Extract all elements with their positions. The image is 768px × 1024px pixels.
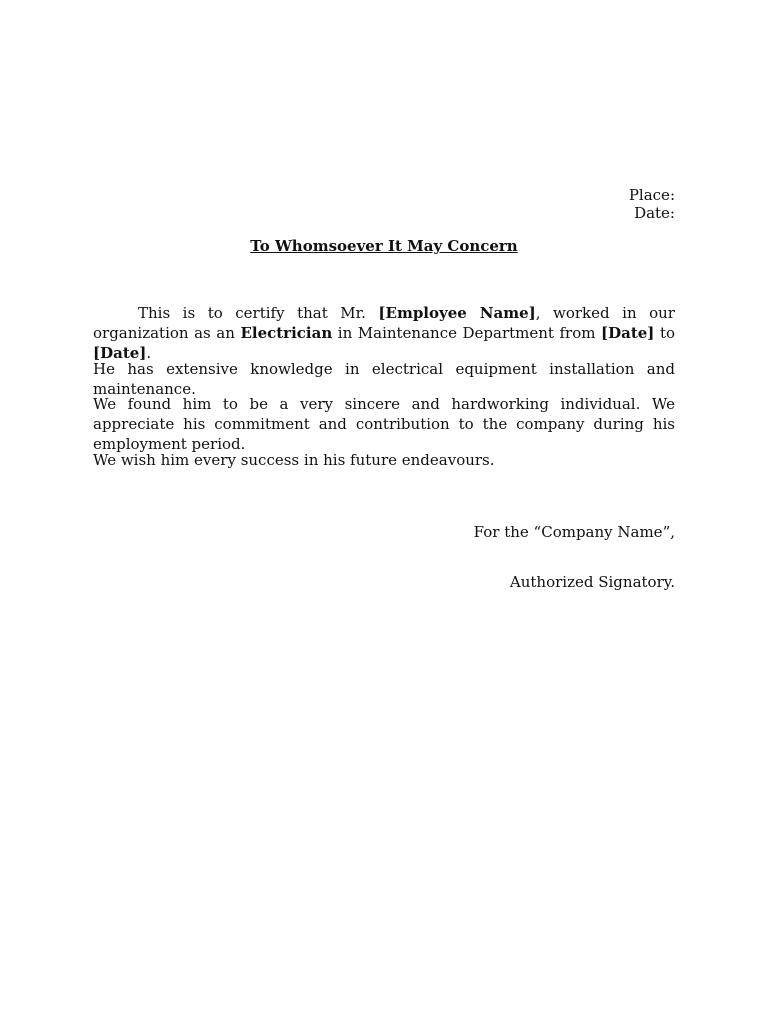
from-date: [Date] (601, 324, 655, 342)
para1-text-1: This is to certify that Mr. (138, 304, 379, 322)
authorized-signatory: Authorized Signatory. (509, 573, 675, 591)
paragraph-knowledge: He has extensive knowledge in electrical equipment installation and maintenance. (93, 360, 675, 398)
para1-text-4: to (654, 324, 676, 342)
paragraph-certification (93, 303, 675, 363)
place-date-block (629, 186, 675, 222)
to-date: [Date] (93, 344, 147, 362)
paragraph-appreciation: We found him to be a very sincere and hardworking individual. We appreciate his commitment and contribution to the company during his employment period. (93, 395, 675, 453)
date-label: Date: (634, 204, 675, 222)
paragraph-wishes: We wish him every success in his future endeavours. (93, 451, 495, 469)
para1-text-5: . (146, 344, 152, 362)
employee-name: [Employee Name] (378, 304, 536, 322)
designation: Electrician (240, 324, 333, 342)
para1-text-3: in Maintenance Department from (332, 324, 601, 342)
letter-title: To Whomsoever It May Concern (250, 237, 518, 255)
place-label: Place: (628, 186, 675, 204)
company-closing-line: For the “Company Name”, (473, 523, 675, 541)
para1-text-2: , worked in our organization as an (93, 304, 675, 342)
